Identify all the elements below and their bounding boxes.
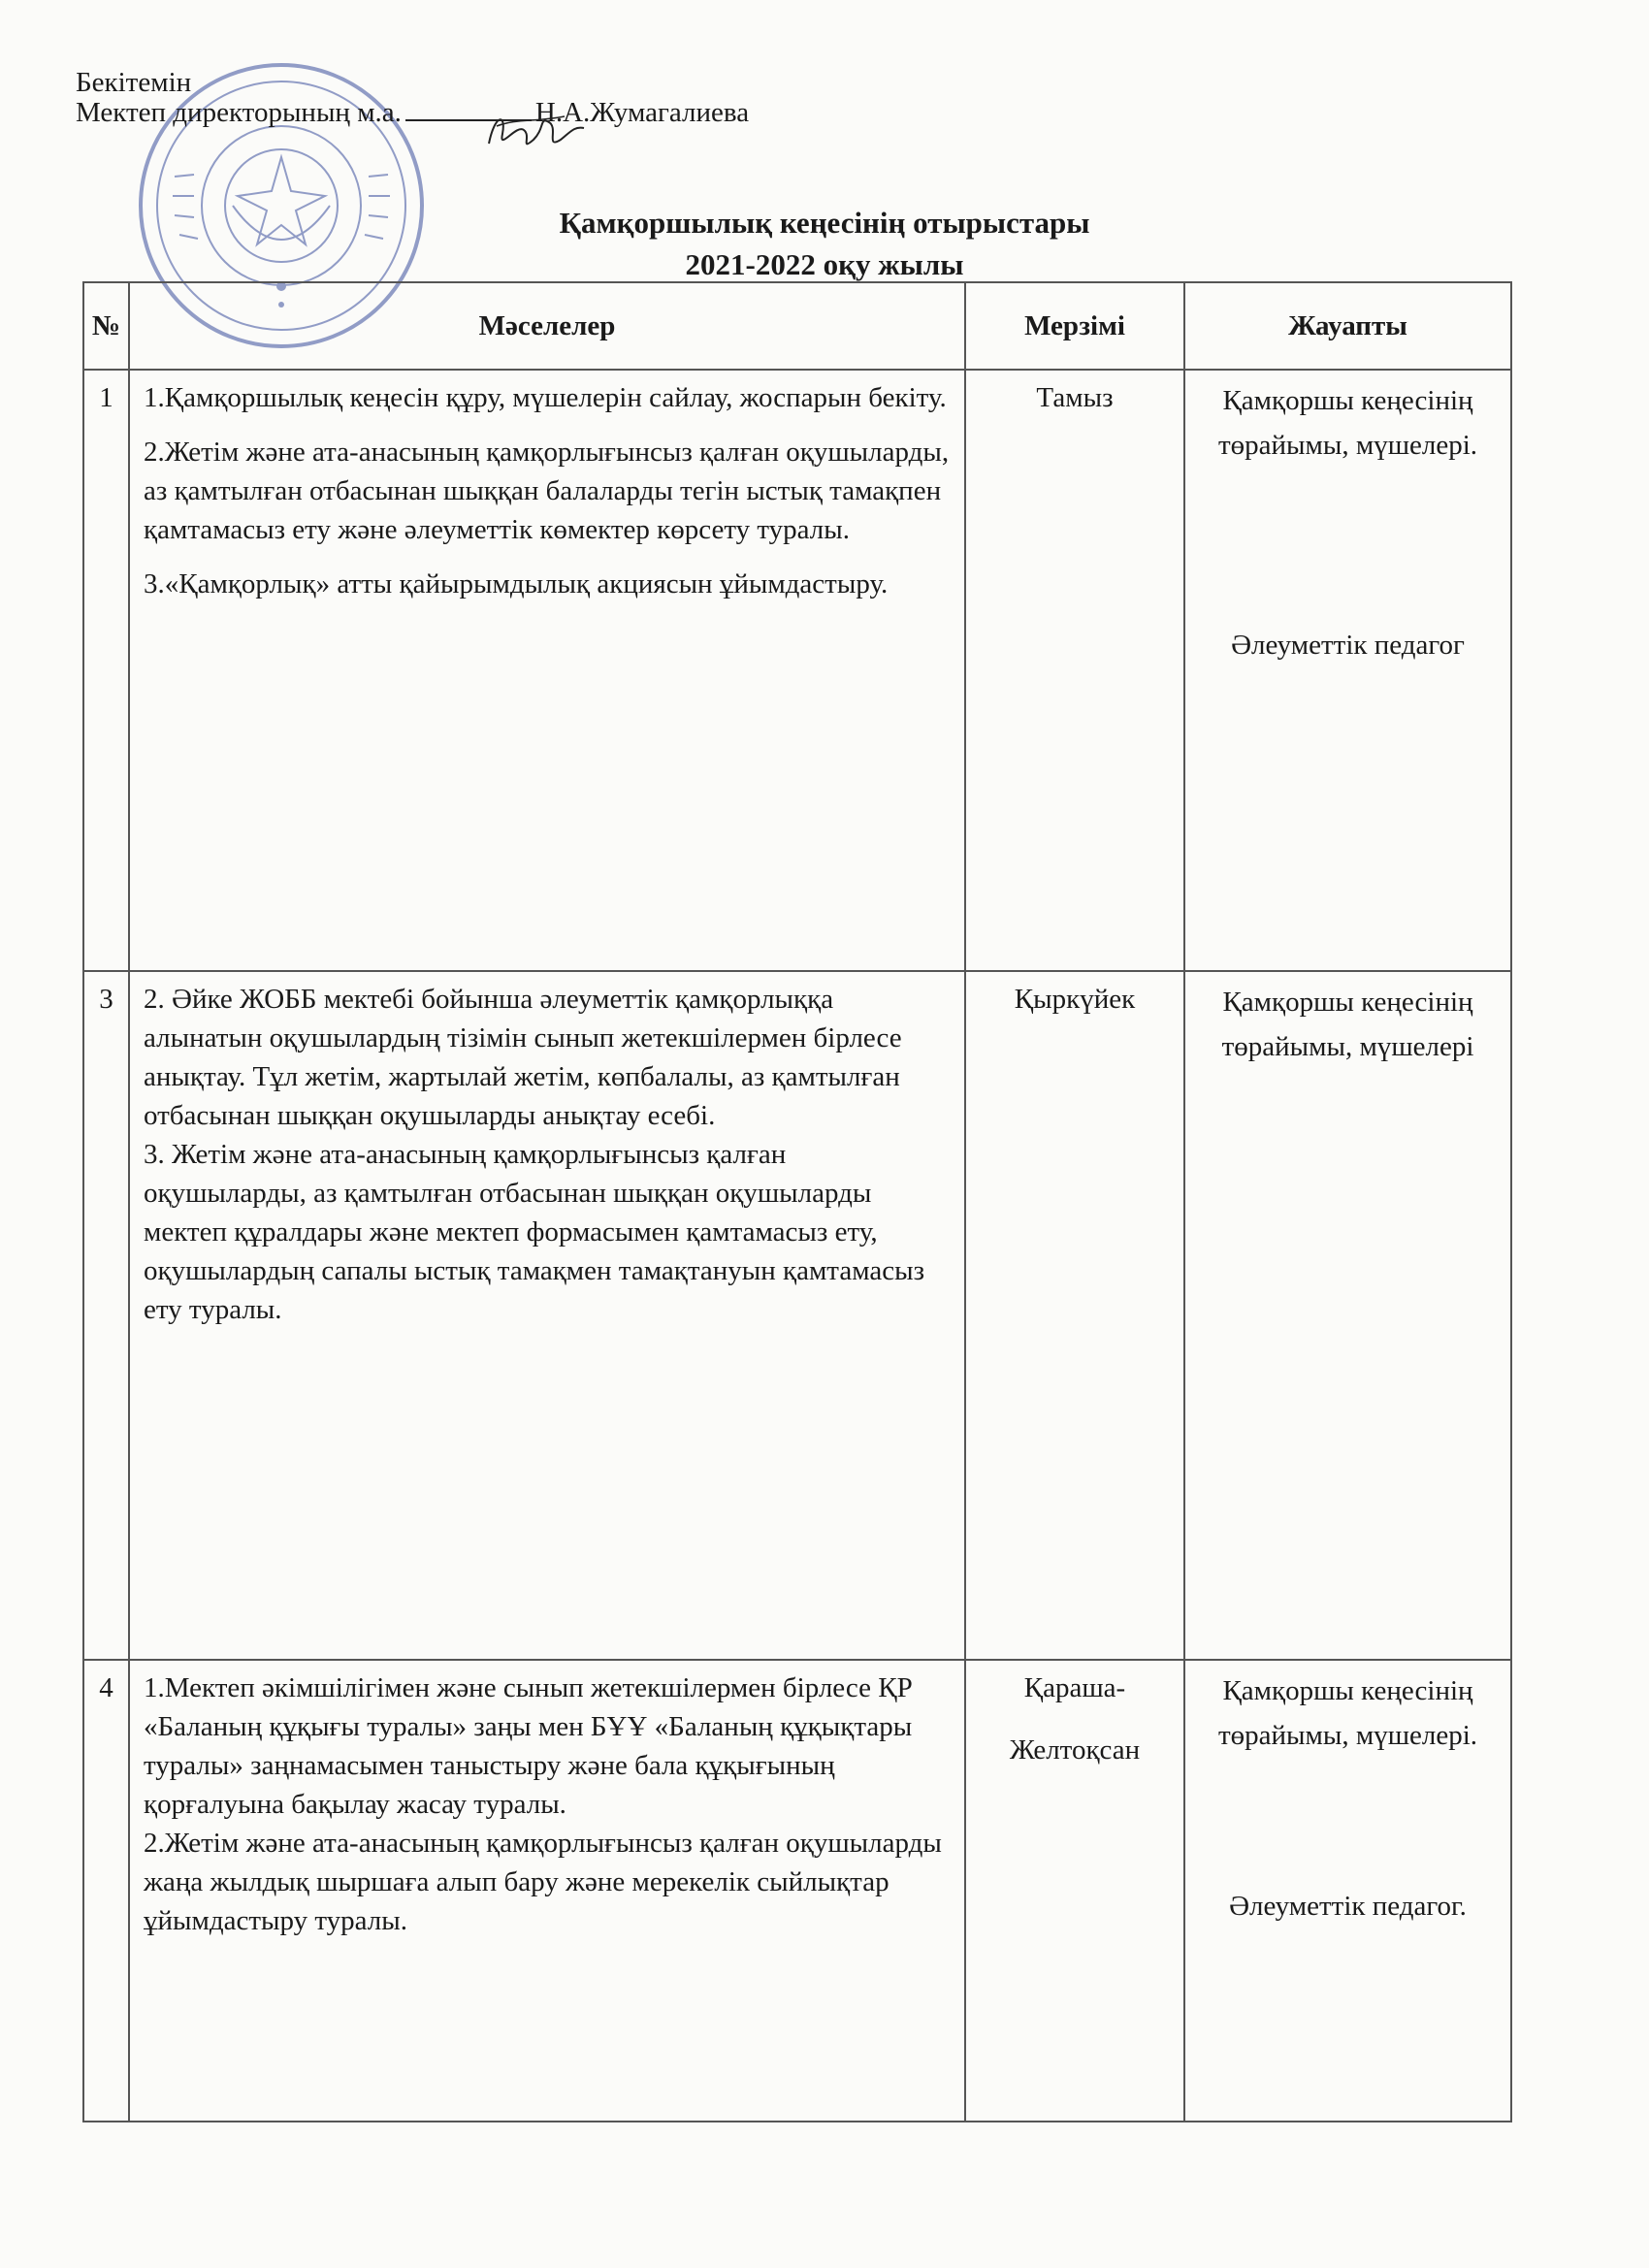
responsible-text: Әлеуметтік педагог. [1229, 1891, 1467, 1922]
header-responsible: Жауапты [1184, 282, 1511, 370]
deadline-text: Желтоқсан [1009, 1734, 1141, 1766]
issue-item: 3. Жетім және ата-анасының қамқорлығынсыз қалған оқушыларды, аз қамтылған отбасынан шыққан оқушыларды мектеп құралдары және мектеп формасымен қамтамасыз ету, оқушылардың сапалы ыстық тамақмен тамақтануын қамтамасыз ету туралы. [144, 1139, 925, 1325]
row-responsible [1184, 1660, 1511, 2122]
table-row [83, 971, 1511, 1660]
row-issues [129, 370, 965, 971]
deadline-text: Қараша- [1023, 1672, 1126, 1703]
deadline-text: Тамыз [1036, 382, 1114, 413]
table-row [83, 370, 1511, 971]
row-number: 4 [83, 1660, 129, 2122]
issue-item: 1.Мектеп әкімшілігімен және сынып жетекшілермен бірлесе ҚР «Баланың құқығы туралы» заңы мен БҰҰ «Баланың құқықтары туралы» заңнамасымен таныстыру және бала құқығының қорғалуына бақылау жасау туралы. [144, 1672, 913, 1820]
responsible-text: Қамқоршы кеңесінің төрайымы, мүшелері. [1217, 385, 1478, 461]
header-issues: Мәселелер [129, 282, 965, 370]
director-title: Мектеп директорының м.а. [76, 97, 402, 128]
responsible-text: Әлеуметтік педагог [1231, 630, 1465, 661]
row-responsible [1184, 971, 1511, 1660]
issue-item: 2.Жетім және ата-анасының қамқорлығынсыз қалған оқушыларды жаңа жылдық шыршаға алып бару және мерекелік сыйлықтар ұйымдастыру туралы. [144, 1828, 942, 1936]
approval-label: Бекітемін [76, 67, 192, 98]
table-header-row [83, 282, 1511, 370]
issue-item: 2. Әйке ЖОББ мектебі бойынша әлеуметтік қамқорлыққа алынатын оқушылардың тізімін сынып жетекшілермен бірлесе анықтау. Тұл жетім, жартылай жетім, көпбалалы, аз қамтылған отбасынан шыққан оқушыларды анықтау есебі. [144, 984, 902, 1131]
issue-item: 2.Жетім және ата-анасының қамқорлығынсыз қалған оқушыларды, аз қамтылған отбасынан шыққан балаларды тегін ыстық тамақпен қамтамасыз ету және әлеуметтік көмектер көрсету туралы. [144, 437, 950, 545]
academic-year: 2021-2022 оқу жылы [685, 247, 964, 281]
header-number: № [83, 282, 129, 370]
table-row [83, 1660, 1511, 2122]
issue-item: 3.«Қамқорлық» атты қайырымдылық акциясын ұйымдастыру. [144, 568, 889, 599]
document-title: Қамқоршылық кеңесінің отырыстары [559, 206, 1090, 240]
row-number: 1 [83, 370, 129, 971]
approval-block [76, 68, 749, 128]
row-responsible [1184, 370, 1511, 971]
director-name: Н.А.Жумагалиева [534, 97, 750, 128]
row-deadline [965, 370, 1184, 971]
row-deadline [965, 1660, 1184, 2122]
row-issues [129, 1660, 965, 2122]
row-number: 3 [83, 971, 129, 1660]
meetings-table [82, 281, 1512, 2122]
director-line [76, 98, 749, 128]
row-issues [129, 971, 965, 1660]
responsible-text: Қамқоршы кеңесінің төрайымы, мүшелері. [1217, 1675, 1478, 1751]
issue-item: 1.Қамқоршылық кеңесін құру, мүшелерін сайлау, жоспарын бекіту. [144, 382, 947, 413]
spacer [1186, 1758, 1509, 1884]
row-deadline [965, 971, 1184, 1660]
deadline-text: Қыркүйек [1014, 984, 1136, 1015]
handwritten-signature-icon [477, 105, 594, 163]
spacer [1186, 468, 1509, 623]
responsible-text: Қамқоршы кеңесінің төрайымы, мүшелері [1221, 987, 1474, 1062]
header-deadline: Мерзімі [965, 282, 1184, 370]
